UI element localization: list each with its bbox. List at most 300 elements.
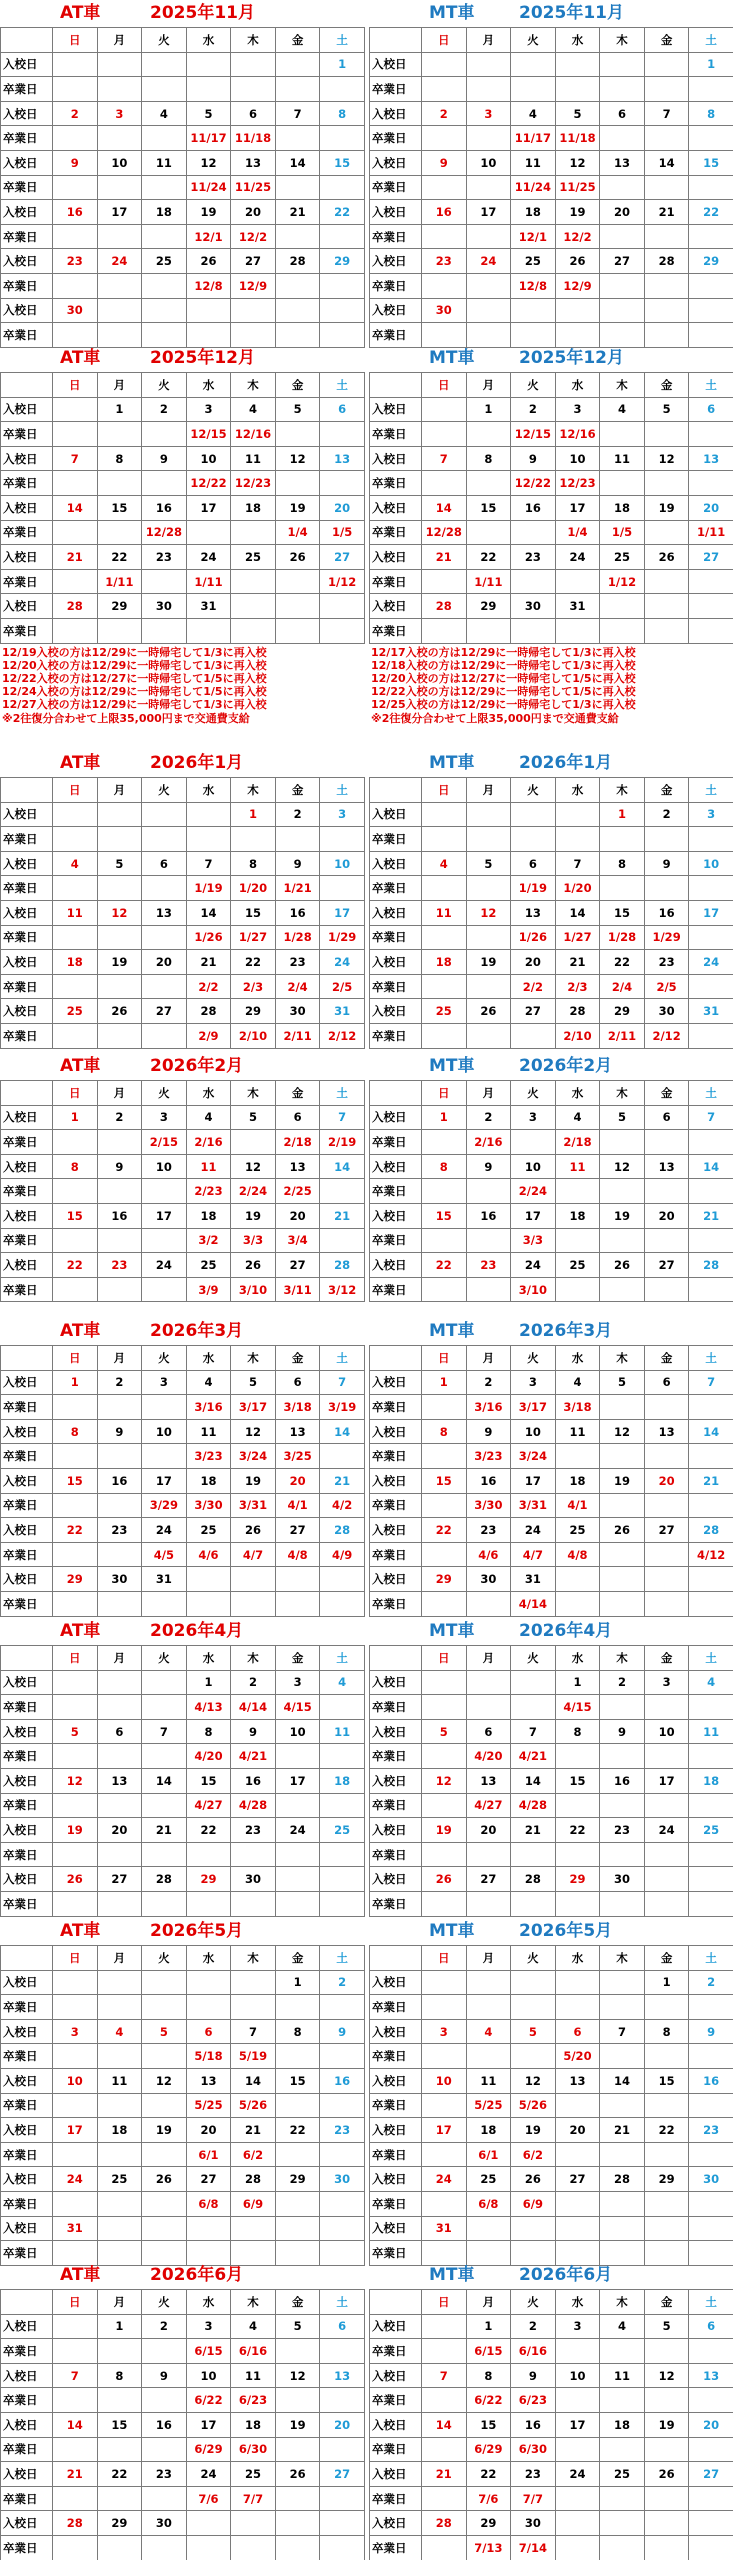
graduate-row	[370, 2142, 733, 2167]
day-cell: 1	[53, 1105, 98, 1130]
graduation-date-cell	[555, 1228, 600, 1253]
graduate-row-label: 卒業日	[370, 1130, 422, 1155]
day-cell: 10	[422, 2068, 467, 2093]
graduation-date-cell	[320, 273, 365, 298]
graduation-date-cell	[422, 126, 467, 151]
day-cell	[97, 52, 142, 77]
graduation-date-cell	[644, 2093, 689, 2118]
day-cell: 10	[511, 1419, 556, 1444]
weekday-header: 金	[644, 1646, 689, 1671]
day-cell: 13	[689, 446, 733, 471]
graduate-row-label: 卒業日	[370, 1023, 422, 1048]
day-cell: 31	[511, 1567, 556, 1592]
graduation-date-cell	[644, 1591, 689, 1616]
day-cell: 14	[320, 1154, 365, 1179]
day-cell: 7	[555, 851, 600, 876]
graduation-date-cell: 11/25	[231, 175, 276, 200]
graduation-date-cell	[320, 1444, 365, 1469]
weekday-header: 金	[275, 1081, 320, 1106]
day-cell: 11	[53, 900, 98, 925]
weekday-header: 木	[600, 1946, 645, 1971]
graduation-date-cell	[422, 1891, 467, 1916]
day-cell: 11	[466, 2068, 511, 2093]
enroll-row	[1, 1203, 365, 1228]
day-cell: 26	[511, 2167, 556, 2192]
weekday-header: 金	[275, 373, 320, 398]
day-cell	[466, 802, 511, 827]
weekday-header: 金	[644, 1081, 689, 1106]
day-cell: 27	[644, 1253, 689, 1278]
day-cell: 28	[422, 594, 467, 619]
day-cell	[186, 1567, 231, 1592]
graduate-row	[370, 1744, 733, 1769]
graduation-date-cell	[689, 876, 733, 901]
graduate-row-label: 卒業日	[1, 224, 53, 249]
day-cell: 5	[422, 1719, 467, 1744]
graduation-date-cell: 1/26	[186, 925, 231, 950]
day-cell: 23	[600, 1818, 645, 1843]
graduation-date-cell	[231, 2535, 276, 2560]
graduate-row-label: 卒業日	[370, 2486, 422, 2511]
graduation-date-cell	[231, 618, 276, 643]
enroll-row	[1, 150, 365, 175]
graduation-date-cell	[422, 974, 467, 999]
graduation-date-cell	[142, 471, 187, 496]
day-cell: 29	[53, 1567, 98, 1592]
graduation-date-cell: 12/2	[231, 224, 276, 249]
graduation-date-cell	[466, 2044, 511, 2069]
day-cell: 21	[275, 200, 320, 225]
day-cell: 24	[97, 249, 142, 274]
graduation-date-cell	[422, 1995, 467, 2020]
day-cell: 7	[422, 446, 467, 471]
car-type-label: AT車	[60, 348, 101, 368]
day-cell: 17	[97, 200, 142, 225]
graduation-date-cell	[231, 569, 276, 594]
graduation-date-cell	[422, 1228, 467, 1253]
graduation-date-cell	[320, 175, 365, 200]
graduation-date-cell	[600, 2191, 645, 2216]
mt-title	[369, 1053, 733, 1079]
at-calendar-table	[0, 1080, 365, 1302]
day-cell: 16	[466, 1468, 511, 1493]
year-month-label: 2026年1月	[150, 753, 244, 773]
day-cell: 12	[231, 1419, 276, 1444]
graduation-date-cell: 2/11	[600, 1023, 645, 1048]
graduation-date-cell	[97, 224, 142, 249]
graduation-date-cell	[555, 1891, 600, 1916]
graduate-row-label: 卒業日	[1, 2191, 53, 2216]
day-cell: 22	[466, 2462, 511, 2487]
day-cell: 28	[689, 1518, 733, 1543]
graduation-date-cell	[186, 77, 231, 102]
graduation-date-cell	[644, 1695, 689, 1720]
graduation-date-cell	[644, 2044, 689, 2069]
mt-title	[369, 345, 733, 371]
weekday-header: 月	[97, 778, 142, 803]
enroll-row	[370, 802, 733, 827]
day-cell: 11	[186, 1419, 231, 1444]
graduation-date-cell	[275, 2486, 320, 2511]
graduation-date-cell	[97, 618, 142, 643]
weekday-header: 月	[97, 373, 142, 398]
graduate-row-label: 卒業日	[1, 1228, 53, 1253]
weekday-header: 日	[53, 1346, 98, 1371]
graduation-date-cell	[275, 224, 320, 249]
day-cell: 6	[320, 2314, 365, 2339]
day-cell: 25	[600, 2462, 645, 2487]
note-line: 12/19入校の方は12/29に一時帰宅して1/3に再入校	[2, 645, 267, 659]
graduation-date-cell	[600, 1179, 645, 1204]
enroll-row	[1, 1154, 365, 1179]
day-cell: 1	[600, 802, 645, 827]
weekday-header: 火	[142, 1081, 187, 1106]
graduation-date-cell: 12/23	[231, 471, 276, 496]
graduation-date-cell	[600, 1891, 645, 1916]
graduation-date-cell: 4/28	[511, 1793, 556, 1818]
day-cell: 25	[511, 249, 556, 274]
day-cell: 26	[555, 249, 600, 274]
day-cell	[466, 1970, 511, 1995]
graduation-date-cell	[320, 2191, 365, 2216]
graduation-date-cell	[142, 2437, 187, 2462]
year-month-label: 2026年6月	[150, 2265, 244, 2285]
day-cell: 16	[231, 1768, 276, 1793]
graduation-date-cell	[275, 2093, 320, 2118]
weekday-header: 火	[511, 778, 556, 803]
graduation-date-cell: 3/4	[275, 1228, 320, 1253]
graduation-date-cell: 3/29	[142, 1493, 187, 1518]
enroll-row	[370, 1818, 733, 1843]
graduation-date-cell	[53, 126, 98, 151]
day-cell: 4	[466, 2019, 511, 2044]
day-cell: 22	[466, 545, 511, 570]
graduation-date-cell	[600, 1744, 645, 1769]
year-month-label: 2026年3月	[519, 1321, 613, 1341]
graduation-date-cell: 4/6	[466, 1542, 511, 1567]
graduation-date-cell	[600, 1493, 645, 1518]
graduate-row-label: 卒業日	[370, 1842, 422, 1867]
graduate-row-label: 卒業日	[370, 827, 422, 852]
weekday-header: 月	[97, 1346, 142, 1371]
day-cell: 22	[53, 1253, 98, 1278]
enroll-row-label: 入校日	[370, 397, 422, 422]
graduation-date-cell	[422, 2093, 467, 2118]
graduation-date-cell	[53, 1228, 98, 1253]
day-cell: 29	[555, 1867, 600, 1892]
day-cell	[320, 594, 365, 619]
graduation-date-cell: 2/10	[555, 1023, 600, 1048]
graduation-date-cell	[97, 827, 142, 852]
day-cell: 26	[644, 545, 689, 570]
graduation-date-cell	[600, 1542, 645, 1567]
graduation-date-cell	[53, 224, 98, 249]
day-cell: 27	[320, 2462, 365, 2487]
day-cell: 9	[644, 851, 689, 876]
enroll-row	[1, 249, 365, 274]
day-cell: 17	[644, 1768, 689, 1793]
day-cell: 19	[600, 1468, 645, 1493]
enroll-row	[1, 1768, 365, 1793]
graduation-date-cell	[644, 1793, 689, 1818]
graduation-date-cell	[689, 1228, 733, 1253]
enroll-row-label: 入校日	[370, 594, 422, 619]
graduation-date-cell	[142, 2044, 187, 2069]
graduation-date-cell: 12/16	[555, 422, 600, 447]
day-cell: 5	[231, 1105, 276, 1130]
graduation-date-cell	[142, 224, 187, 249]
enroll-row	[1, 1670, 365, 1695]
graduation-date-cell	[466, 827, 511, 852]
enroll-row	[1, 2412, 365, 2437]
graduation-date-cell: 6/30	[231, 2437, 276, 2462]
graduation-date-cell	[142, 1395, 187, 1420]
weekday-header: 金	[275, 778, 320, 803]
day-cell: 23	[320, 2118, 365, 2143]
day-cell: 14	[689, 1154, 733, 1179]
graduation-date-cell	[600, 1793, 645, 1818]
graduation-date-cell	[320, 2535, 365, 2560]
graduate-row	[1, 2093, 365, 2118]
graduation-date-cell: 6/2	[231, 2142, 276, 2167]
enroll-row	[370, 999, 733, 1024]
day-cell	[320, 2216, 365, 2241]
day-cell: 2	[53, 101, 98, 126]
at-title	[0, 345, 364, 371]
graduate-row	[1, 323, 365, 348]
day-cell: 23	[142, 545, 187, 570]
graduation-date-cell	[231, 1591, 276, 1616]
enroll-row-label: 入校日	[1, 200, 53, 225]
enroll-row-label: 入校日	[1, 2462, 53, 2487]
day-cell: 12	[231, 1154, 276, 1179]
day-cell: 5	[600, 1105, 645, 1130]
day-cell: 14	[555, 900, 600, 925]
enroll-row	[1, 397, 365, 422]
day-cell: 21	[422, 2462, 467, 2487]
note-line: 12/20入校の方は12/29に一時帰宅して1/3に再入校	[2, 658, 267, 672]
day-cell	[511, 1970, 556, 1995]
graduation-date-cell	[555, 2142, 600, 2167]
graduation-date-cell	[689, 2339, 733, 2364]
graduation-date-cell	[320, 1179, 365, 1204]
graduation-date-cell	[53, 2486, 98, 2511]
weekday-header: 金	[275, 28, 320, 53]
day-cell: 17	[186, 2412, 231, 2437]
graduation-date-cell	[600, 2388, 645, 2413]
graduate-row	[1, 273, 365, 298]
graduation-date-cell	[320, 2339, 365, 2364]
day-cell	[275, 52, 320, 77]
graduation-date-cell: 7/13	[466, 2535, 511, 2560]
graduation-date-cell: 4/27	[186, 1793, 231, 1818]
graduation-date-cell: 1/11	[186, 569, 231, 594]
weekday-header: 水	[186, 28, 231, 53]
graduation-date-cell: 6/22	[186, 2388, 231, 2413]
day-cell: 13	[555, 2068, 600, 2093]
graduation-date-cell: 1/26	[511, 925, 556, 950]
graduation-date-cell	[422, 1023, 467, 1048]
enroll-row-label: 入校日	[1, 1253, 53, 1278]
weekday-header: 日	[53, 778, 98, 803]
day-cell: 6	[644, 1370, 689, 1395]
graduation-date-cell	[97, 1228, 142, 1253]
day-cell: 23	[422, 249, 467, 274]
day-cell	[644, 2511, 689, 2536]
day-cell: 16	[97, 1203, 142, 1228]
graduate-row-label: 卒業日	[370, 1891, 422, 1916]
graduation-date-cell	[97, 2093, 142, 2118]
day-cell: 4	[511, 101, 556, 126]
graduation-date-cell: 12/28	[142, 520, 187, 545]
graduation-date-cell	[422, 2437, 467, 2462]
day-cell: 24	[142, 1518, 187, 1543]
day-cell: 27	[644, 1518, 689, 1543]
day-cell: 27	[600, 249, 645, 274]
graduate-row	[370, 1891, 733, 1916]
graduation-date-cell	[689, 1695, 733, 1720]
day-cell: 3	[511, 1370, 556, 1395]
day-cell: 18	[466, 2118, 511, 2143]
graduation-date-cell	[511, 323, 556, 348]
day-cell: 16	[511, 2412, 556, 2437]
graduation-date-cell	[644, 2437, 689, 2462]
graduate-row-label: 卒業日	[370, 2093, 422, 2118]
day-cell: 22	[97, 545, 142, 570]
day-cell: 22	[644, 2118, 689, 2143]
graduation-date-cell	[142, 1444, 187, 1469]
day-cell: 23	[511, 2462, 556, 2487]
weekday-header-row	[370, 1946, 733, 1971]
graduation-date-cell: 12/1	[186, 224, 231, 249]
day-cell: 14	[186, 900, 231, 925]
day-cell	[511, 802, 556, 827]
graduation-date-cell	[644, 569, 689, 594]
day-cell	[466, 52, 511, 77]
graduate-row-label: 卒業日	[370, 273, 422, 298]
weekday-header: 月	[466, 28, 511, 53]
weekday-header-row	[370, 28, 733, 53]
graduate-row-label: 卒業日	[1, 273, 53, 298]
graduation-date-cell	[644, 126, 689, 151]
graduation-date-cell	[53, 1023, 98, 1048]
graduation-date-cell	[422, 1179, 467, 1204]
day-cell: 25	[186, 1253, 231, 1278]
graduation-date-cell	[142, 2388, 187, 2413]
day-cell: 21	[53, 2462, 98, 2487]
day-cell	[231, 2511, 276, 2536]
graduation-date-cell	[511, 1995, 556, 2020]
weekday-header: 水	[555, 1646, 600, 1671]
day-cell: 29	[466, 594, 511, 619]
day-cell: 27	[466, 1867, 511, 1892]
graduate-row-label: 卒業日	[370, 323, 422, 348]
graduation-date-cell: 4/2	[320, 1493, 365, 1518]
day-cell: 14	[511, 1768, 556, 1793]
graduate-row	[1, 1542, 365, 1567]
enroll-row-label: 入校日	[1, 1105, 53, 1130]
day-cell	[600, 1567, 645, 1592]
graduation-date-cell	[422, 1793, 467, 1818]
day-cell	[142, 52, 187, 77]
day-cell: 8	[600, 851, 645, 876]
day-cell	[186, 802, 231, 827]
note-line: 12/22入校の方は12/29に一時帰宅して1/5に再入校	[371, 685, 636, 699]
weekday-header: 水	[186, 1346, 231, 1371]
graduation-date-cell	[142, 77, 187, 102]
graduate-row	[370, 1277, 733, 1302]
graduation-date-cell	[644, 1744, 689, 1769]
graduation-date-cell	[186, 618, 231, 643]
weekday-header: 月	[97, 28, 142, 53]
graduation-date-cell	[555, 2093, 600, 2118]
day-cell: 1	[466, 2314, 511, 2339]
year-month-label: 2026年4月	[519, 1621, 613, 1641]
day-cell: 26	[97, 999, 142, 1024]
graduation-date-cell	[600, 1591, 645, 1616]
enroll-row-label: 入校日	[370, 2019, 422, 2044]
graduation-date-cell	[275, 2388, 320, 2413]
day-cell: 23	[689, 2118, 733, 2143]
mt-calendar-table	[369, 1945, 733, 2266]
day-cell: 14	[275, 150, 320, 175]
weekday-header: 水	[186, 778, 231, 803]
day-cell: 20	[555, 2118, 600, 2143]
day-cell: 4	[555, 1105, 600, 1130]
graduation-date-cell	[466, 175, 511, 200]
graduation-date-cell	[53, 876, 98, 901]
graduation-date-cell	[555, 1744, 600, 1769]
enroll-row	[370, 545, 733, 570]
weekday-header: 金	[275, 1646, 320, 1671]
enroll-row	[1, 2167, 365, 2192]
day-cell: 6	[466, 1719, 511, 1744]
graduation-date-cell	[97, 126, 142, 151]
day-cell: 16	[511, 495, 556, 520]
day-cell	[422, 397, 467, 422]
day-cell: 21	[53, 545, 98, 570]
graduate-row-label: 卒業日	[1, 471, 53, 496]
enroll-row-label: 入校日	[370, 1567, 422, 1592]
graduation-date-cell	[422, 1695, 467, 1720]
car-type-label: AT車	[60, 1321, 101, 1341]
day-cell: 5	[466, 851, 511, 876]
day-cell: 19	[142, 2118, 187, 2143]
enroll-row	[370, 1867, 733, 1892]
day-cell	[53, 52, 98, 77]
day-cell: 17	[511, 1203, 556, 1228]
enroll-row-label: 入校日	[370, 2363, 422, 2388]
enroll-row	[1, 802, 365, 827]
graduate-row-label: 卒業日	[370, 2044, 422, 2069]
graduation-date-cell	[644, 876, 689, 901]
car-type-label: MT車	[429, 1056, 475, 1076]
graduation-date-cell	[320, 876, 365, 901]
enroll-row	[1, 1518, 365, 1543]
graduation-date-cell	[466, 1228, 511, 1253]
enroll-row	[1, 1105, 365, 1130]
weekday-header: 日	[53, 2290, 98, 2315]
graduation-date-cell	[689, 1591, 733, 1616]
day-cell: 6	[600, 101, 645, 126]
day-cell	[320, 298, 365, 323]
graduation-date-cell: 12/23	[555, 471, 600, 496]
day-cell	[320, 1867, 365, 1892]
day-cell: 12	[275, 2363, 320, 2388]
graduation-date-cell	[97, 1591, 142, 1616]
day-cell: 22	[689, 200, 733, 225]
graduation-date-cell	[53, 1542, 98, 1567]
